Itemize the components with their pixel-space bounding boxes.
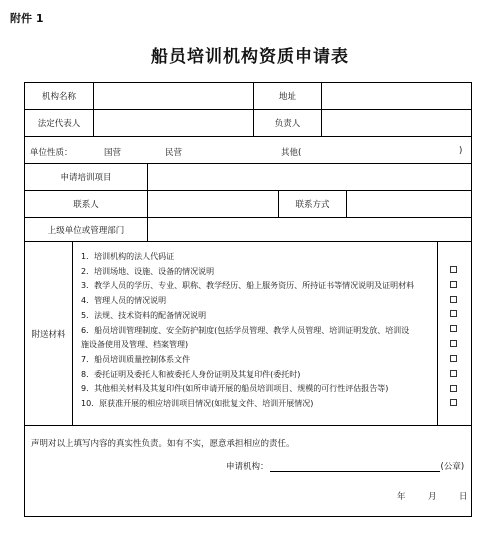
other-close-paren: ) [459, 146, 463, 156]
annex-label: 附件 1 [10, 12, 44, 25]
attachment-item: 4．管理人员的情况说明 [81, 296, 167, 306]
declaration-text: 声明对以上填写内容的真实性负责。如有不实，愿意承担相应的责任。 [31, 439, 295, 449]
row-declaration [25, 426, 471, 516]
attachment-item: 10．原获准开展的相应培训项目情况(如批复文件、培训开展情况) [81, 399, 314, 409]
date-month: 月 [428, 492, 437, 502]
address-label: 地址 [254, 83, 322, 109]
org-name-label: 机构名称 [25, 83, 94, 109]
attachment-item: 8．委托证明及委托人和被委托人身份证明及其复印件(委托时) [81, 369, 301, 379]
attachment-item: 6．船员培训管理制度、安全防护制度(包括学员管理、教学人员管理、培训证明发放、培训设 [81, 325, 410, 335]
checkbox-item-3[interactable] [450, 296, 457, 303]
contact-input[interactable] [148, 191, 279, 217]
row-legal-rep [25, 110, 471, 137]
training-items-label: 申请培训项目 [25, 164, 148, 190]
person-in-charge-input[interactable] [322, 110, 471, 136]
contact-method-input[interactable] [347, 191, 471, 217]
attachment-item: 3．教学人员的学历、专业、职称、教学经历、船上服务资历、所持证书等情况说明及证明材料 [81, 281, 415, 291]
seal-label: (公章) [440, 462, 465, 472]
attachment-item: 7．船员培训质量控制体系文件 [81, 354, 191, 364]
applicant-line[interactable] [270, 471, 440, 472]
checkbox-item-4[interactable] [450, 310, 457, 317]
checkbox-item-5[interactable] [450, 325, 457, 332]
date-year: 年 [397, 492, 406, 502]
applicant-signature [226, 460, 464, 472]
option-state-owned[interactable]: 国营 [104, 148, 122, 158]
legal-rep-label: 法定代表人 [25, 110, 94, 136]
option-other[interactable]: 其他( [281, 148, 302, 158]
attachments-label: 附送材料 [25, 242, 73, 425]
superior-unit-label: 上级单位或管理部门 [25, 218, 148, 241]
address-input[interactable] [322, 83, 471, 109]
attachment-item: 施设备使用及管理、档案管理) [81, 340, 189, 350]
row-training-items [25, 164, 471, 191]
date-day: 日 [459, 492, 468, 502]
checkbox-item-1[interactable] [450, 266, 457, 273]
checkbox-item-9[interactable] [450, 385, 457, 392]
attachment-item: 9．其他相关材料及其复印件(如所申请开展的船员培训项目、规模的可行性评估报告等) [81, 384, 389, 394]
row-contact [25, 191, 471, 218]
person-in-charge-label: 负责人 [254, 110, 322, 136]
checkbox-item-10[interactable] [450, 399, 457, 406]
page-title: 船员培训机构资质申请表 [151, 47, 349, 67]
training-items-input[interactable] [148, 164, 471, 190]
attachments-divider [437, 242, 438, 425]
row-unit-nature [25, 137, 471, 164]
row-attachments [25, 242, 471, 426]
applicant-label: 申请机构： [226, 462, 269, 472]
checkbox-item-2[interactable] [450, 281, 457, 288]
checkbox-item-6[interactable] [450, 340, 457, 347]
row-superior-unit [25, 218, 471, 242]
legal-rep-input[interactable] [94, 110, 254, 136]
checkbox-item-8[interactable] [450, 370, 457, 377]
attachments-list [81, 250, 414, 412]
unit-nature-label: 单位性质： [30, 148, 73, 158]
checkbox-item-7[interactable] [450, 355, 457, 362]
row-org-name [25, 83, 471, 110]
contact-label: 联系人 [25, 191, 148, 217]
contact-method-label: 联系方式 [279, 191, 347, 217]
attachment-item: 2．培训场地、设施、设备的情况说明 [81, 266, 215, 276]
application-form [24, 82, 472, 517]
option-private[interactable]: 民营 [165, 148, 183, 158]
superior-unit-input[interactable] [148, 218, 471, 241]
attachment-item: 1．培训机构的法人代码证 [81, 252, 175, 261]
attachment-item: 5．法规、技术资料的配备情况说明 [81, 310, 207, 320]
org-name-input[interactable] [94, 83, 254, 109]
